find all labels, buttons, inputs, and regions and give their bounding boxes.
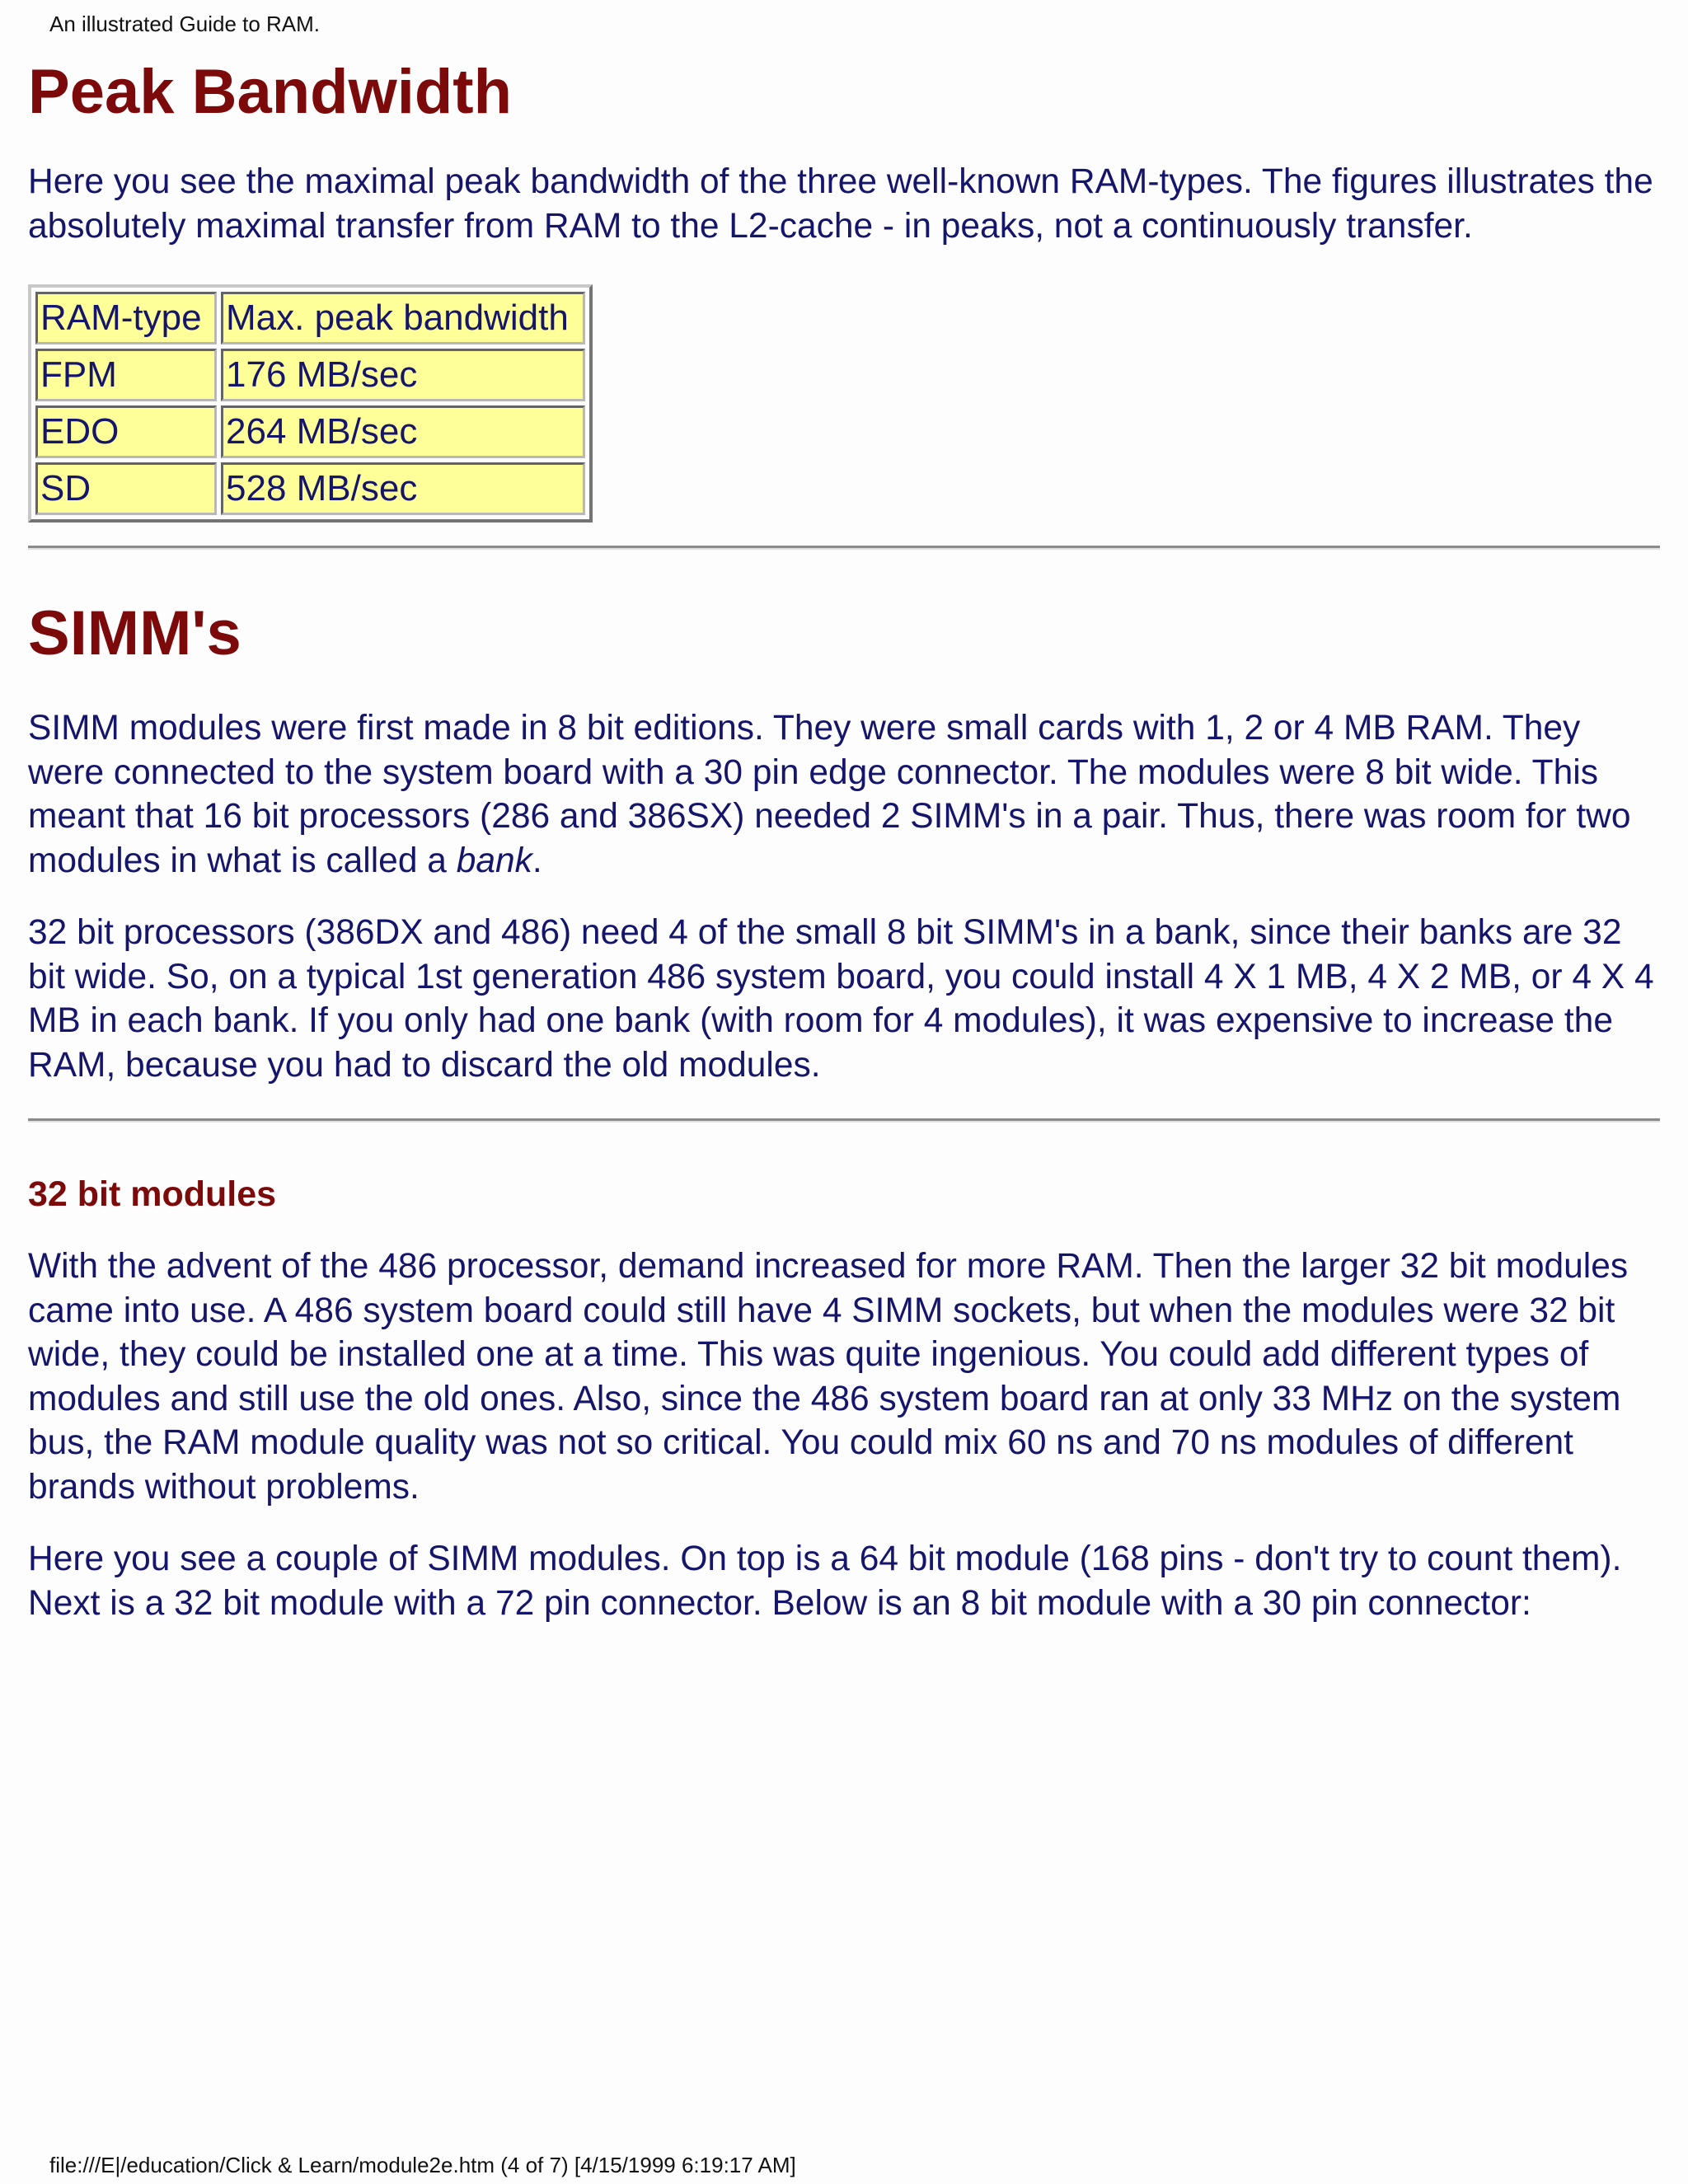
running-header: An illustrated Guide to RAM. (49, 12, 321, 36)
32bit-modules-heading: 32 bit modules (28, 1174, 277, 1214)
table-cell-bandwidth: 264 MB/sec (221, 405, 585, 458)
table-cell-ram-type: FPM (35, 349, 217, 401)
simms-paragraph-2: 32 bit processors (386DX and 486) need 4 of the small 8 bit SIMM's in a bank, since their banks are 32 bit wide. So, on a typical 1st generation 486 system board, you could install 4 X 1 MB, 4 X 2 MB, or 4 X 4 MB in each bank. If you only had one bank (with room for 4 modules), it was expensive to increase the RAM, because you had to discard the old modules. (28, 913, 1654, 1085)
peak-bandwidth-intro: Here you see the maximal peak bandwidth of the three well-known RAM-types. The figures illustrates the absolutely maximal transfer from RAM to the L2-cache - in peaks, not a continuously transfer. (28, 162, 1653, 246)
bank-term: bank (456, 841, 532, 880)
simms-p1-text: SIMM modules were first made in 8 bit editions. They were small cards with 1, 2 or 4 MB RAM. They were connected to the system board with a 30 pin edge connector. The modules were 8 bit wide. This meant that 16 bit processors (286 and 386SX) needed 2 SIMM's in a pair. Thus, there was room for two modules in what is called a (28, 709, 1631, 880)
simms-p1-end: . (532, 841, 542, 880)
table-row (35, 405, 585, 458)
table-cell-bandwidth: 528 MB/sec (221, 462, 585, 515)
bandwidth-table (28, 284, 593, 523)
table-cell-ram-type: SD (35, 462, 217, 515)
table-header-cell: RAM-type (35, 292, 217, 344)
table-row (35, 349, 585, 401)
simms-heading: SIMM's (28, 598, 241, 668)
table-header-cell: Max. peak bandwidth (221, 292, 585, 344)
running-footer: file:///E|/education/Click & Learn/module2e.htm (4 of 7) [4/15/1999 6:19:17 AM] (49, 2153, 796, 2177)
table-cell-ram-type: EDO (35, 405, 217, 458)
simms-paragraph-1 (28, 706, 1660, 883)
table-cell-bandwidth: 176 MB/sec (221, 349, 585, 401)
table-row (35, 462, 585, 515)
table-header-row (35, 292, 585, 344)
32bit-paragraph-1: With the advent of the 486 processor, demand increased for more RAM. Then the larger 32 bit modules came into use. A 486 system board could still have 4 SIMM sockets, but when the modules were 32 bit wide, they could be installed one at a time. This was quite ingenious. You could add different types of modules and still use the old ones. Also, since the 486 system board ran at only 33 MHz on the system bus, the RAM module quality was not so critical. You could mix 60 ns and 70 ns modules of different brands without problems. (28, 1247, 1629, 1507)
32bit-paragraph-2: Here you see a couple of SIMM modules. On top is a 64 bit module (168 pins - don't try to count them). Next is a 32 bit module with a 72 pin connector. Below is an 8 bit module with a 30 pin connector: (28, 1540, 1622, 1623)
document-body (28, 53, 1660, 1625)
peak-bandwidth-heading: Peak Bandwidth (28, 57, 512, 127)
